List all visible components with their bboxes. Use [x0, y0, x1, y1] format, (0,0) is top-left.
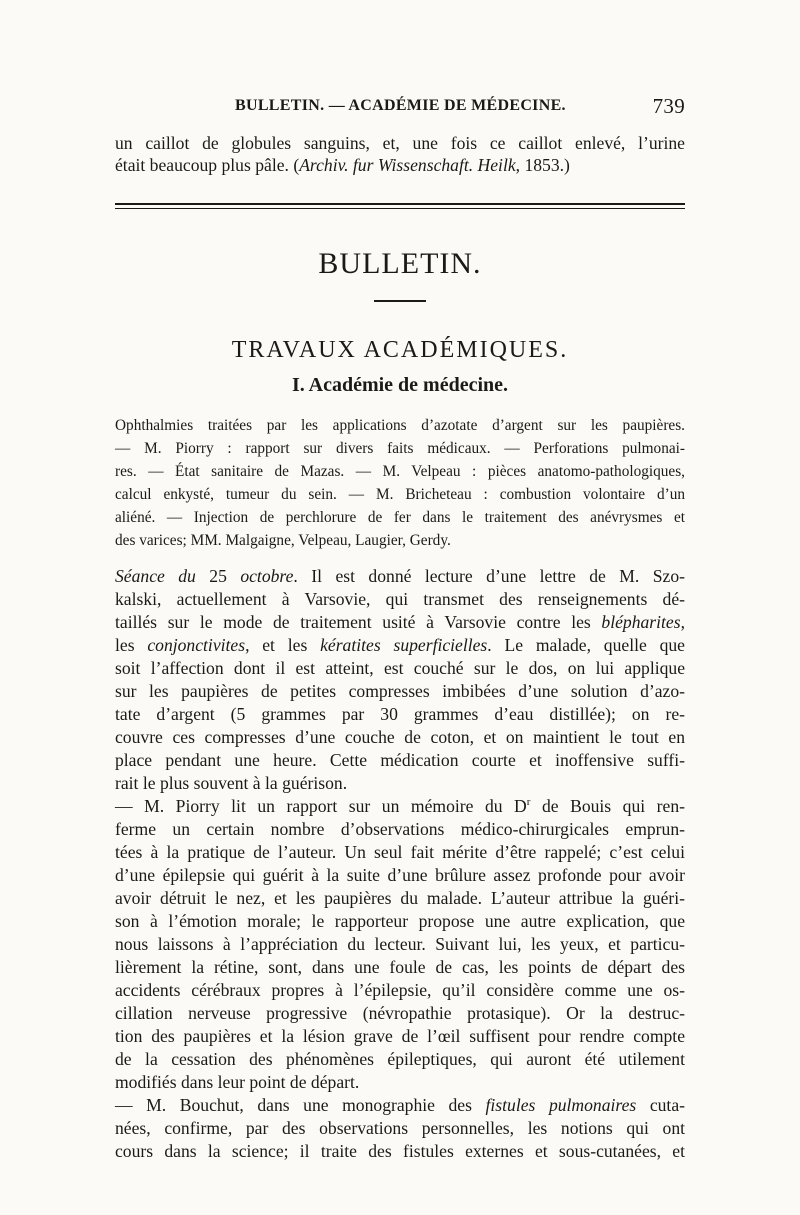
body-line-18: lièrement la rétine, sont, dans une foule de cas, les points de départ des	[115, 957, 685, 977]
body-line-25: nées, confirme, par des observations personnelles, les notions qui ont	[115, 1118, 685, 1138]
body-line-7: tate d’argent (5 grammes par 30 grammes d’eau distillée); on re-	[115, 704, 685, 724]
summary-line-1: Ophthalmies traitées par les applications d’azotate d’argent sur les paupières.	[115, 417, 685, 434]
page-number: 739	[652, 94, 685, 118]
body-line-21: tion des paupières et la lésion grave de l’œil suffisent pour rendre compte	[115, 1026, 685, 1046]
body-line-23: modifiés dans leur point de départ.	[115, 1072, 360, 1092]
body-line-6: sur les paupières de petites compresses imbibées d’une solution d’azo-	[115, 681, 685, 701]
body-line-2: kalski, actuellement à Varsovie, qui transmet des renseignements dé-	[115, 589, 685, 609]
title-rule	[374, 300, 426, 302]
body-line-16: son à l’émotion morale; le rapporteur propose une autre explication, que	[115, 911, 685, 931]
body-line-1: Séance du 25 octobre. Il est donné lecture d’une lettre de M. Szo-	[115, 566, 686, 586]
body-line-24: — M. Bouchut, dans une monographie des fistules pulmonaires cuta-	[115, 1095, 685, 1115]
body-line-19: accidents cérébraux propres à l’épilepsie, qu’il considère comme une os-	[115, 980, 685, 1000]
section-divider	[115, 203, 685, 209]
citation-journal: Archiv. fur Wissenschaft. Heilk	[299, 155, 516, 175]
intro-line-1: un caillot de globules sanguins, et, une fois ce caillot enlevé, l’urine	[115, 133, 685, 153]
running-title: BULLETIN. — ACADÉMIE DE MÉDECINE.	[235, 97, 566, 114]
summary-line-4: calcul enkysté, tumeur du sein. — M. Bricheteau : combustion volontaire d’un	[115, 486, 685, 503]
body-line-8: couvre ces compresses d’une couche de coton, et on maintient le tout en	[115, 727, 685, 747]
travaux-title: TRAVAUX ACADÉMIQUES.	[231, 337, 569, 363]
body-line-5: soit l’affection dont il est atteint, est couché sur le dos, on lui applique	[115, 658, 685, 678]
intro-line-2: était beaucoup plus pâle. (Archiv. fur Wissenschaft. Heilk, 1853.)	[115, 155, 570, 175]
body-line-17: nous laissons à l’appréciation du lecteur. Suivant lui, les yeux, et particu-	[115, 934, 685, 954]
body-line-11: — M. Piorry lit un rapport sur un mémoire du $D^r$ de Bouis qui ren-	[115, 796, 685, 816]
body-line-12: ferme un certain nombre d’observations médico-chirurgicales emprun-	[115, 819, 685, 839]
body-line-13: tées à la pratique de l’auteur. Un seul fait mérite d’être rappelé; c’est celui	[115, 842, 685, 862]
summary-line-2: — M. Piorry : rapport sur divers faits médicaux. — Perforations pulmonai-	[115, 440, 685, 457]
body-line-20: cillation nerveuse progressive (névropathie protasique). Or la destruc-	[115, 1003, 685, 1023]
body-line-15: avoir détruit le nez, et les paupières du malade. L’auteur attribue la guéri-	[115, 888, 685, 908]
summary-line-3: res. — État sanitaire de Mazas. — M. Velpeau : pièces anatomo-pathologiques,	[115, 463, 685, 480]
body-line-3: taillés sur le mode de traitement usité à Varsovie contre les blépharites,	[115, 612, 685, 632]
body-line-22: de la cessation des phénomènes épileptiques, qui auront été utilement	[115, 1049, 685, 1069]
body-line-4: les conjonctivites, et les kératites superficielles. Le malade, quelle que	[115, 635, 685, 655]
summary-line-5: aliéné. — Injection de perchlorure de fer dans le traitement des anévrysmes et	[115, 509, 685, 526]
academie-heading: I. Académie de médecine.	[291, 374, 509, 396]
bulletin-title: BULLETIN.	[318, 247, 482, 280]
body-line-9: place pendant une heure. Cette médication courte et inoffensive suffi-	[115, 750, 685, 770]
summary-line-6: des varices; MM. Malgaigne, Velpeau, Laugier, Gerdy.	[115, 532, 451, 549]
body-line-26: cours dans la science; il traite des fistules externes et sous-cutanées, et	[115, 1141, 685, 1161]
body-line-10: rait le plus souvent à la guérison.	[115, 773, 348, 793]
body-line-14: d’une épilepsie qui guérit à la suite d’une brûlure assez profonde pour avoir	[115, 865, 685, 885]
